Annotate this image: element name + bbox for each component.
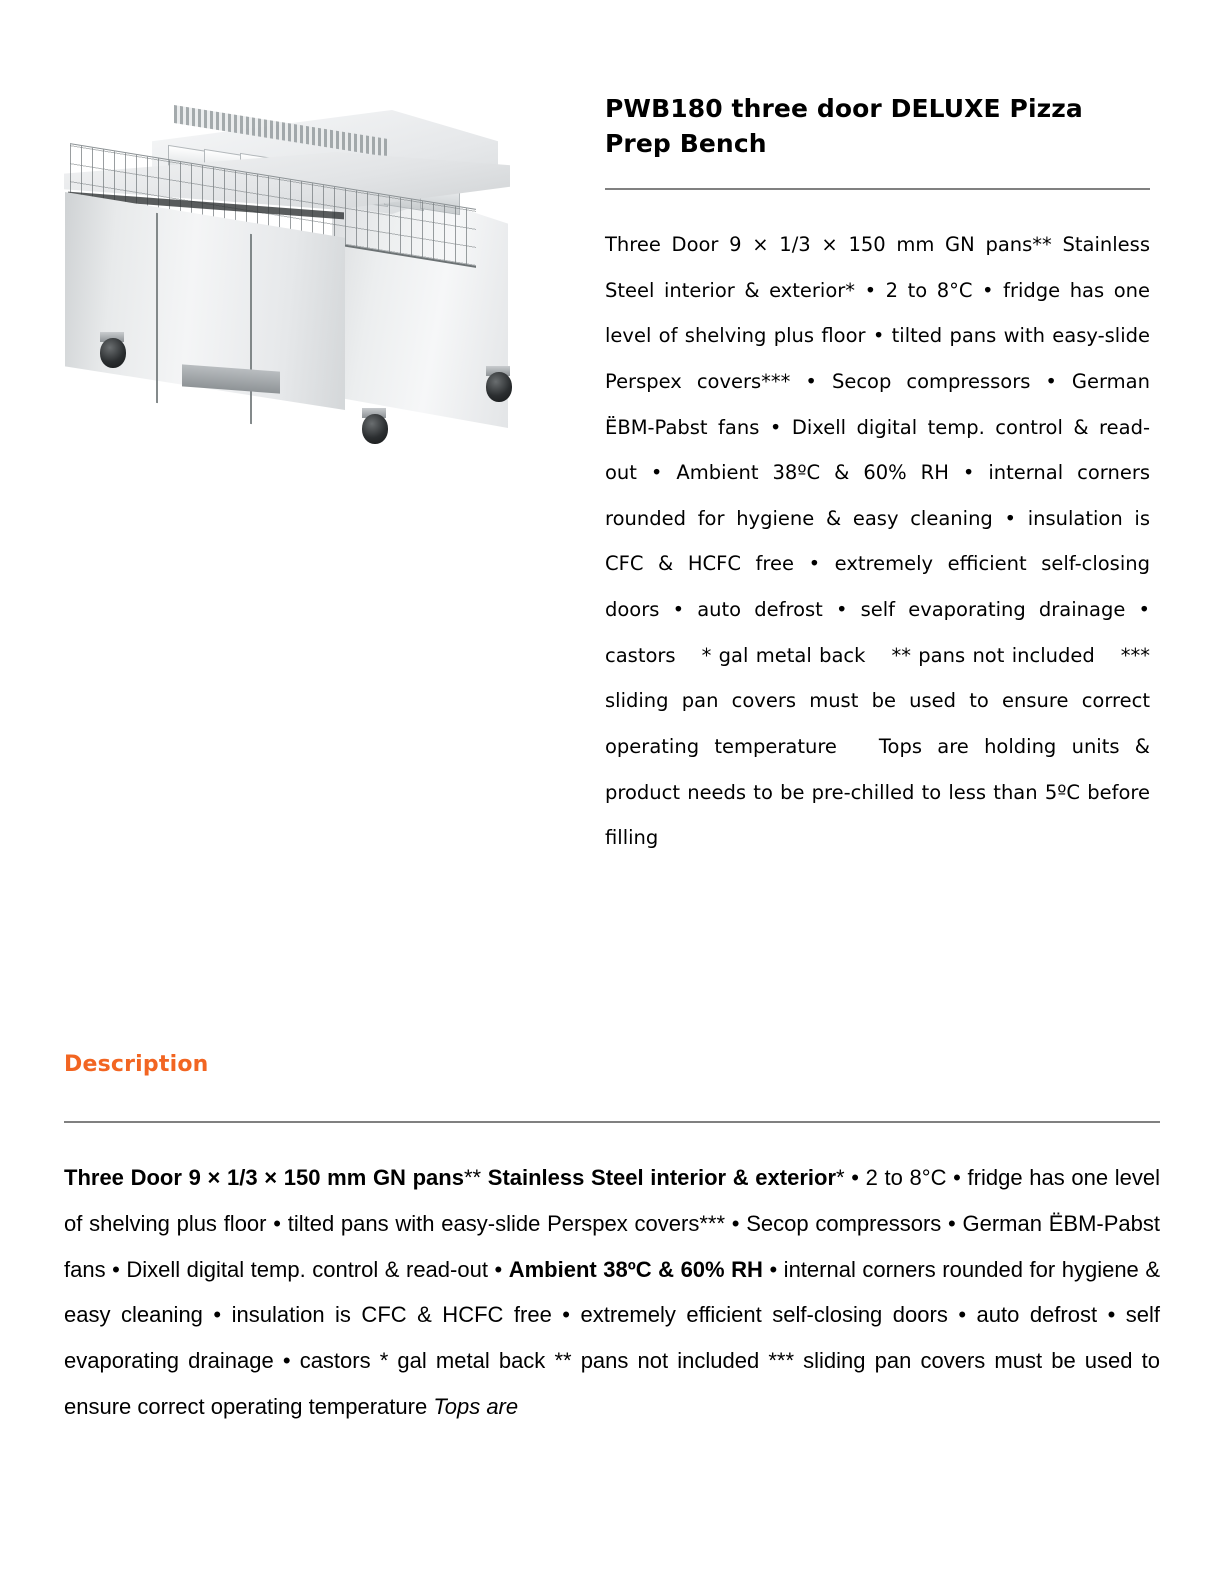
description-bold-1: Three Door 9 × 1/3 × 150 mm GN pans [64,1165,464,1190]
description-text-3: • internal corners rounded for hygiene & easy cleaning • insulation is CFC & HCFC free • extremely efficient self-closing doors • auto defrost • self evaporating drainage • castors * gal metal back ** pans not included *** sliding pan covers must be used to ensure correct operating temperature [64,1256,1160,1419]
description-text-1: ** [463,1165,488,1190]
description-heading: Description [64,1052,209,1077]
description-text-2: * • 2 to 8°C • fridge has one level of shelving plus floor • tilted pans with easy-slide Perspex covers*** • Secop compressors • German ËBM-Pabst fans • Dixell digital temp. control & read-out • [64,1165,1160,1282]
door-seam [156,213,158,403]
door-seam [250,234,252,424]
description-bold-3: Ambient 38ºC & 60% RH [508,1256,763,1282]
product-image-stage [60,96,550,496]
castor-wheel [362,414,388,444]
castor-wheel [100,338,126,368]
description-section [64,1052,1160,1430]
product-info-pane [605,92,1150,861]
summary-part-1: Three Door 9 × 1/3 × 150 mm GN pans** Stainless Steel interior & exterior* • 2 to 8°C • fridge has one level of shelving plus floor • tilted pans with easy-slide Perspex covers*** • Secop compressors • German ËBM-Pabst fans • Dixell digital temp. control & read-out • Ambient 38ºC & 60% RH • internal corners rounded for hygiene & easy cleaning • insulation is CFC & HCFC free • extremely efficient self-closing doors • auto defrost • self evaporating drainage • castors [605,233,1150,667]
description-divider [64,1121,1160,1123]
castor-wheel [486,372,512,402]
summary-note-3: *** sliding pan covers must be used to ensure correct operating temperature [605,643,1150,758]
pizza-prep-bench-illustration [60,96,550,496]
summary-note-1: * gal metal back [701,643,866,667]
page-title: PWB180 three door DELUXE Pizza Prep Bench [605,94,1083,158]
description-bold-2: Stainless Steel interior & exterior [487,1165,837,1190]
product-image[interactable] [60,96,550,496]
product-summary-text [605,222,1150,861]
summary-part-2: Tops are holding units & product needs to be pre-chilled to less than 5ºC before filling [605,734,1151,850]
description-body-text [64,1155,1160,1430]
title-divider [605,188,1150,190]
description-italic-1: Tops are [433,1393,519,1419]
summary-note-2: ** pans not included [891,643,1095,667]
